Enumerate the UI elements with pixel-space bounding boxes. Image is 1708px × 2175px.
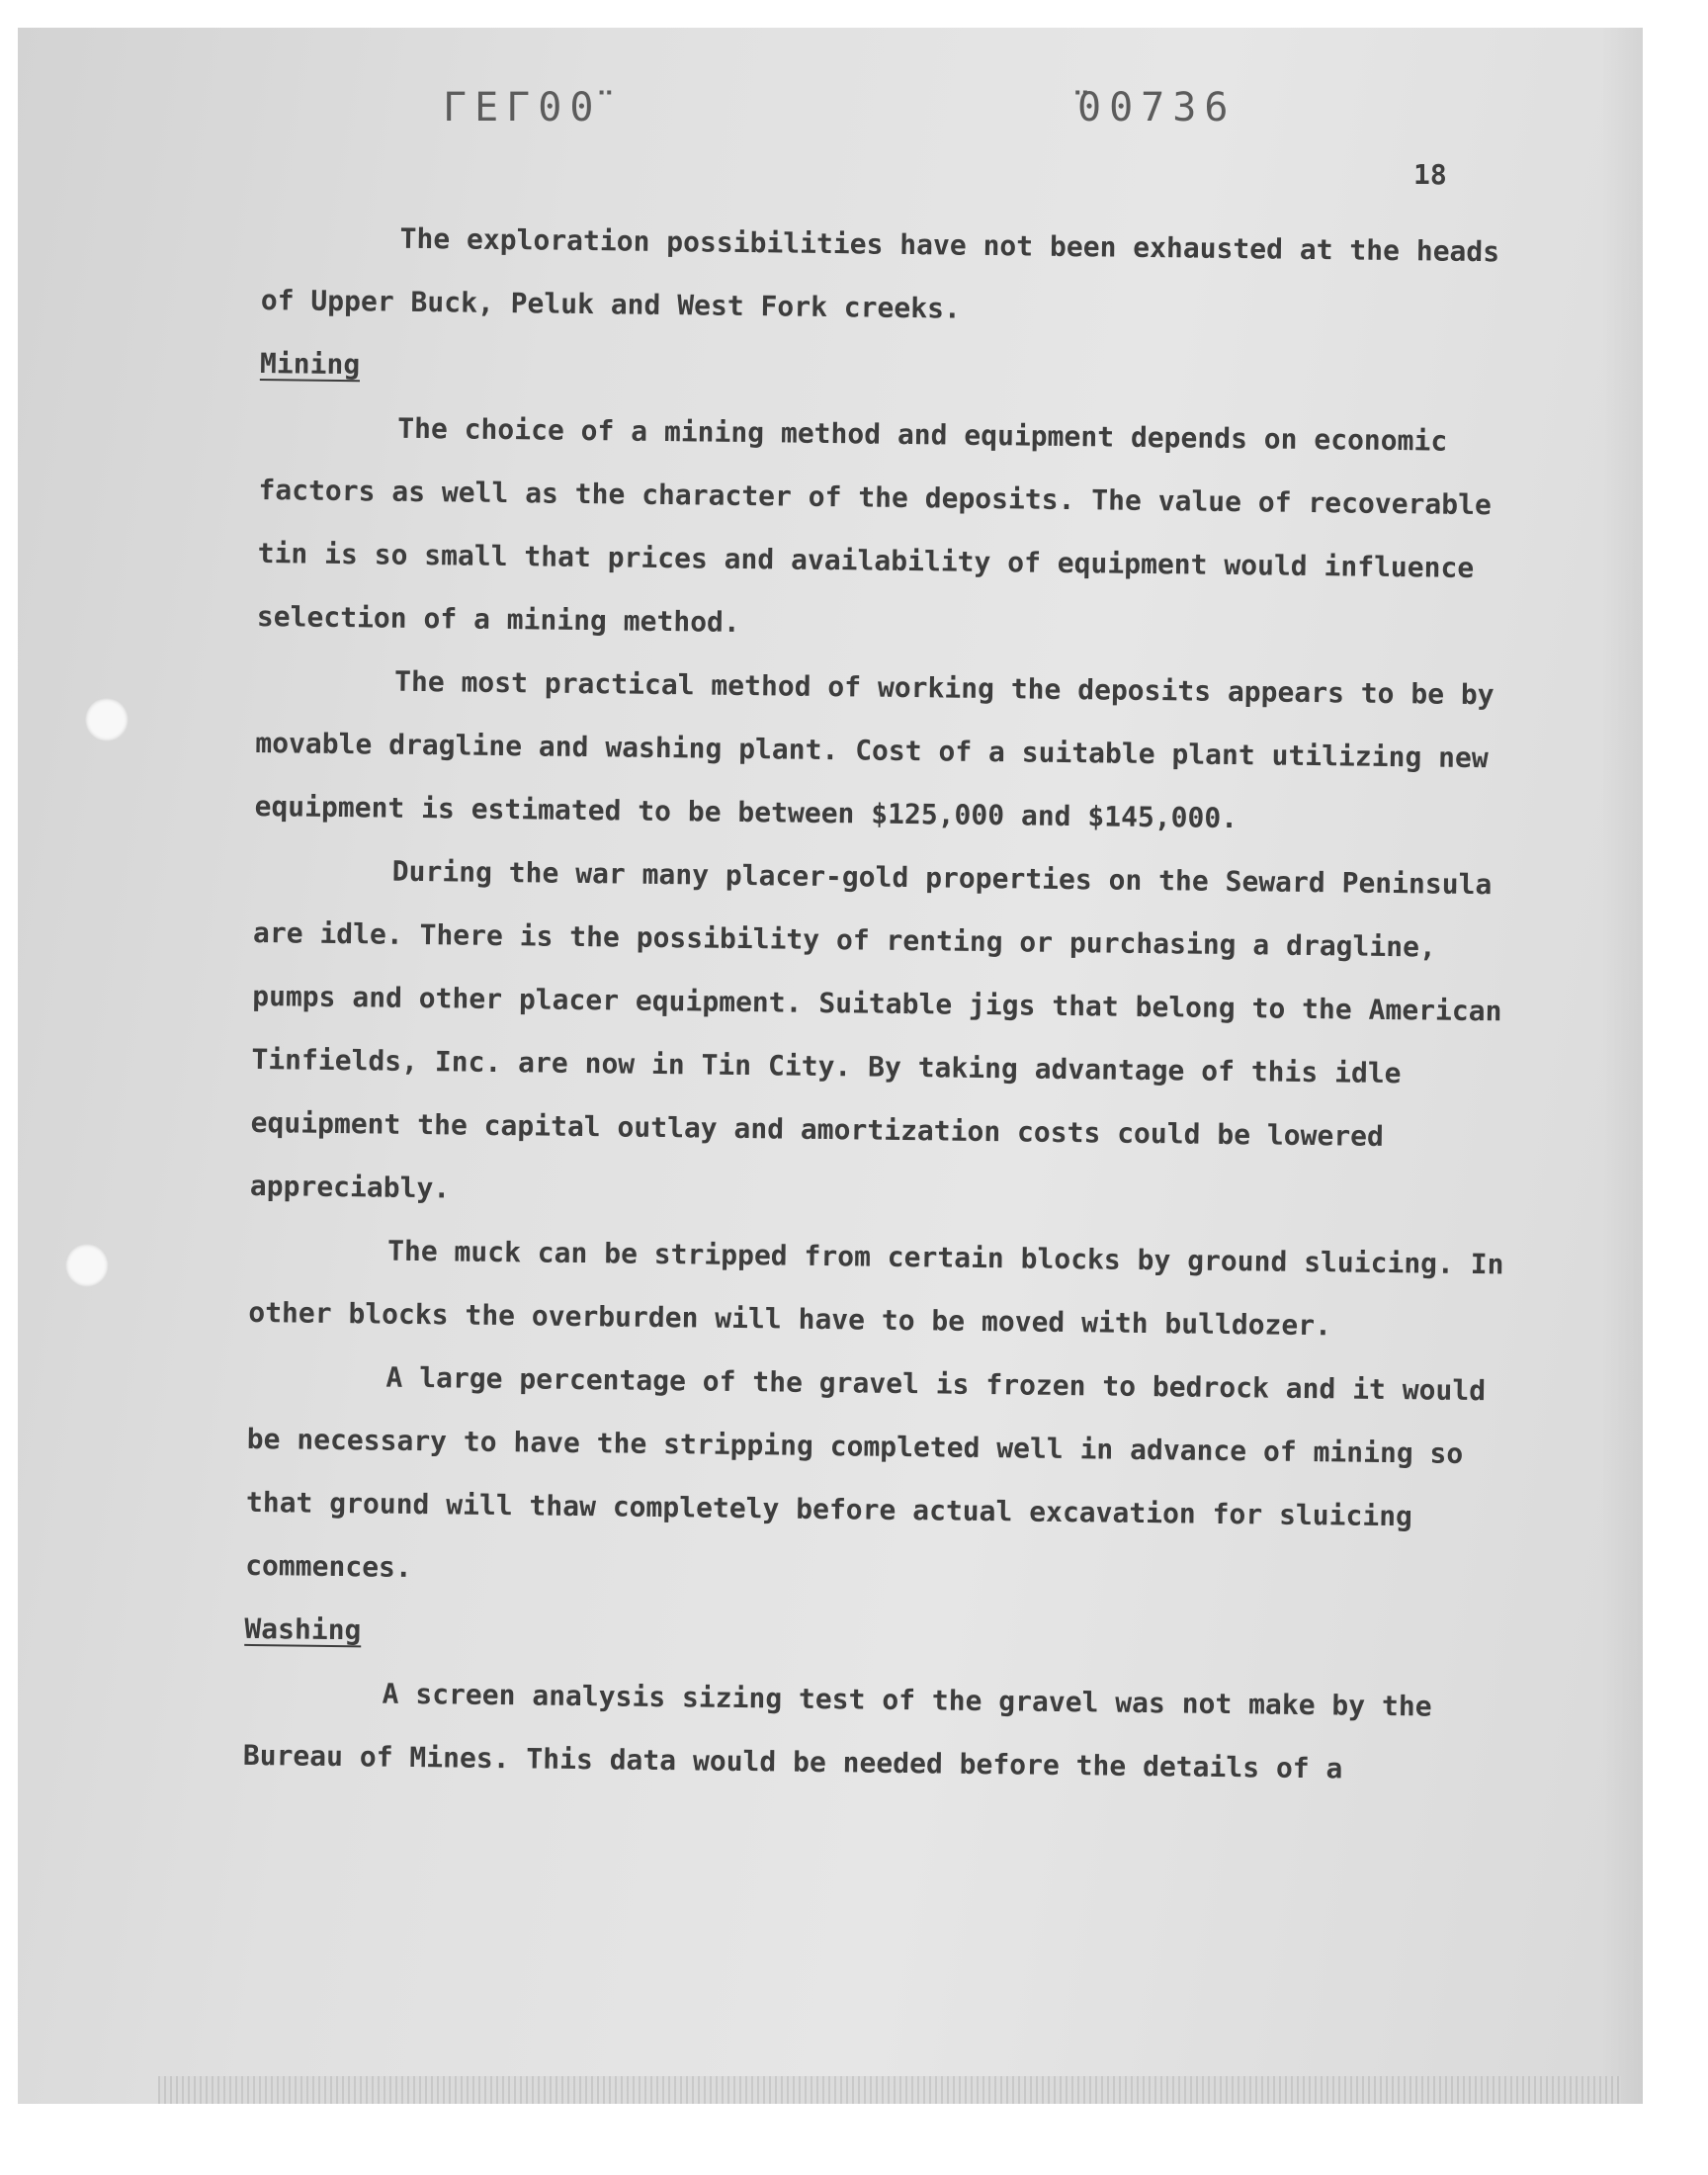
scanner-edge-strip [158, 2076, 1621, 2104]
paragraph-mining-method: The choice of a mining method and equipment depends on economic factors as well as the character of the deposits. The value of recoverable tin is so small that prices and availability of equipment would influence selection of a mining method. [256, 411, 1493, 639]
paragraph-frozen-gravel: A large percentage of the gravel is frozen to bedrock and it would be necessary to have the stripping completed well in advance of mining so that ground will thaw completely before actual excavation for sluicing commences. [244, 1360, 1487, 1584]
paragraph-muck-stripping: The muck can be stripped from certain blocks by ground sluicing. In other blocks the overburden will have to be moved with bulldozer. [248, 1234, 1504, 1343]
page-number: 18 [1413, 158, 1447, 191]
page-edge-shadow [1601, 28, 1643, 2104]
paragraph-exploration: The exploration possibilities have not been exhausted at the heads of Upper Buck, Peluk and West Fork creeks. [260, 221, 1500, 325]
paragraph-war-equipment: During the war many placer-gold properties on the Seward Peninsula are idle. There is the possibility of renting or purchasing a dragline, pumps and other placer equipment. Suitable jigs that belong to the American Tinfields, Inc. are now in Tin City. By taking advantage of this idle equipment the capital outlay and amortization costs could be lowered appreciably. [249, 854, 1502, 1205]
body-text [242, 206, 1526, 1803]
punch-hole-bottom [65, 1244, 109, 1287]
paragraph-dragline: The most practical method of working the deposits appears to be by movable dragline and washing plant. Cost of a suitable plant utilizing new equipment is estimated to be between $125,000 and $145,000. [254, 664, 1494, 835]
heading-washing: Washing [244, 1611, 362, 1647]
punch-hole-top [85, 698, 128, 741]
stamp-number-left: ГЕГ00̈ [443, 85, 602, 130]
paragraph-screen-analysis: A screen analysis sizing test of the gravel was not make by the Bureau of Mines. This data would be needed before the details of a [242, 1677, 1432, 1785]
stamp-number-right: ̈00736 [1069, 85, 1237, 130]
heading-mining: Mining [259, 346, 361, 382]
